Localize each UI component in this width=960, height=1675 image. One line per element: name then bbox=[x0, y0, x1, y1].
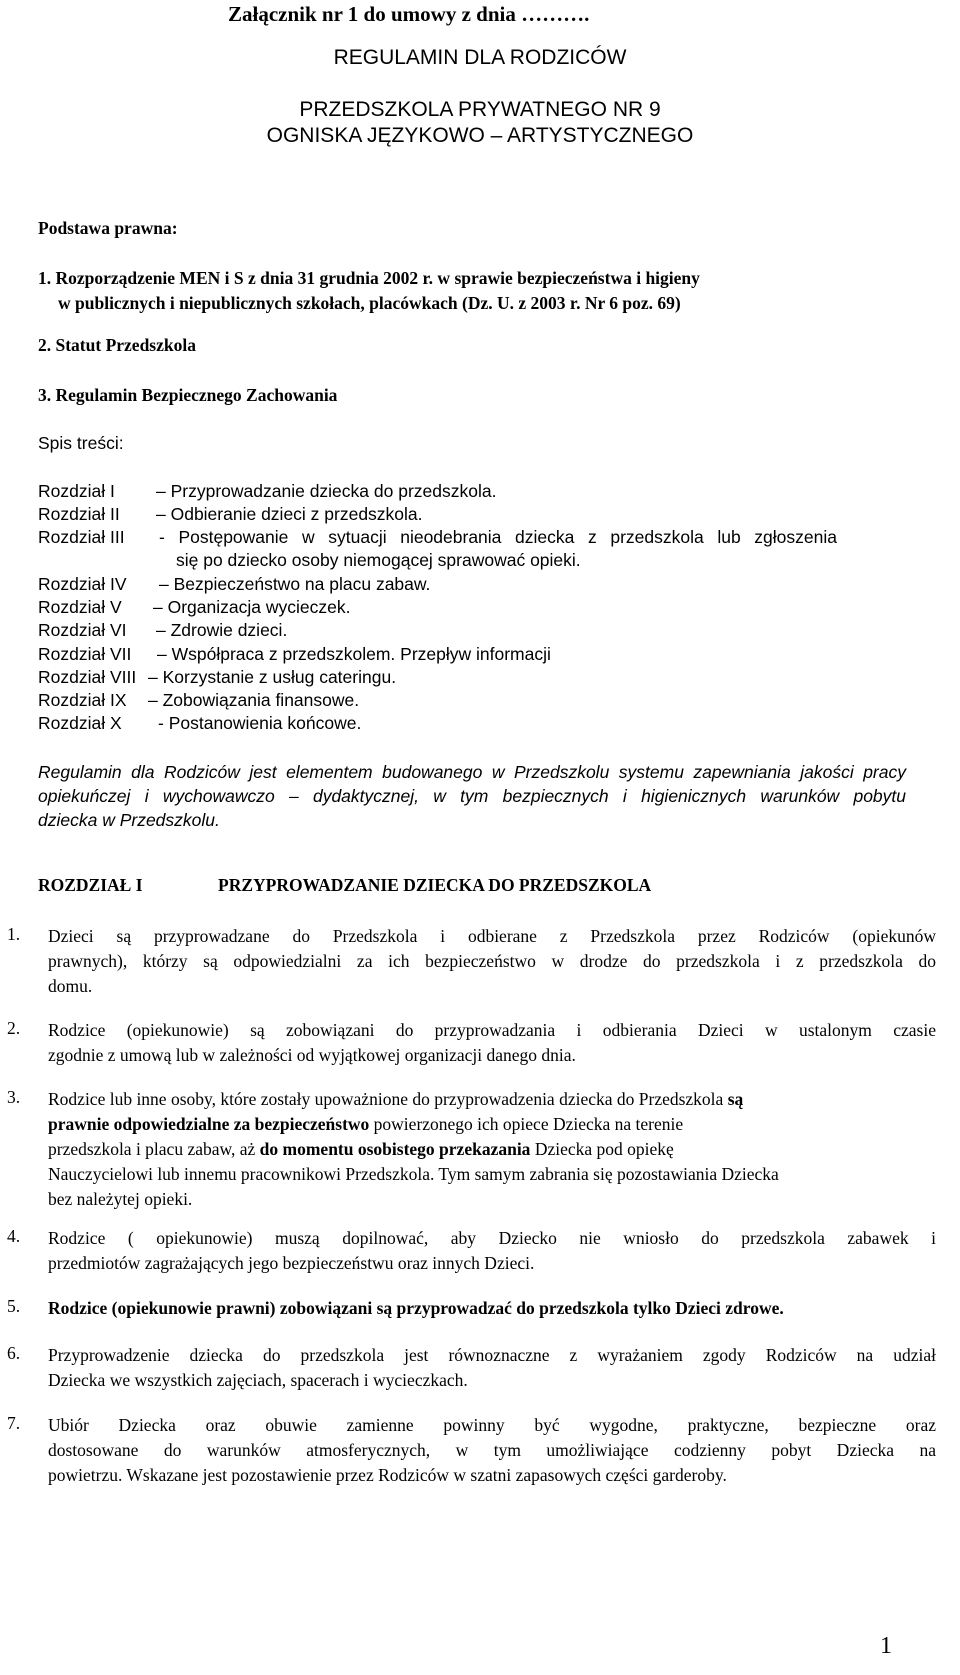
toc-label: Rozdział I bbox=[38, 481, 115, 501]
item-bold-text: są bbox=[727, 1089, 744, 1109]
toc-label: Rozdział VII bbox=[38, 644, 132, 664]
list-item bbox=[48, 1018, 936, 1068]
list-item bbox=[48, 1296, 936, 1321]
toc-text: – Odbieranie dzieci z przedszkola. bbox=[156, 504, 423, 524]
toc-label: Rozdział IX bbox=[38, 690, 127, 710]
toc-heading: Spis treści: bbox=[38, 433, 124, 453]
item-line: Rodzice (opiekunowie prawni) zobowiązani są przyprowadzać do przedszkola tylko Dzieci zdrowe. bbox=[48, 1298, 784, 1318]
item-text: przedszkola i placu zabaw, aż bbox=[48, 1139, 260, 1159]
list-item bbox=[48, 1226, 936, 1276]
toc-label: Rozdział VIII bbox=[38, 667, 137, 687]
legal-basis-heading: Podstawa prawna: bbox=[38, 218, 178, 238]
item-line bbox=[48, 1112, 936, 1137]
item-number: 5. bbox=[7, 1296, 21, 1316]
page-number: 1 bbox=[880, 1633, 892, 1659]
toc-label: Rozdział III bbox=[38, 527, 125, 547]
toc-text: – Bezpieczeństwo na placu zabaw. bbox=[159, 574, 431, 594]
item-number: 7. bbox=[7, 1413, 21, 1433]
item-line: bez należytej opieki. bbox=[48, 1189, 193, 1209]
item-bold-text: do momentu osobistego przekazania bbox=[259, 1139, 531, 1159]
intro-line-2: opiekuńczej i wychowawczo – dydaktycznej, w tym bezpiecznych i higienicznych warunków pobytu bbox=[38, 786, 906, 806]
school-name-line-1: PRZEDSZKOLA PRYWATNEGO NR 9 bbox=[299, 98, 661, 121]
list-item bbox=[48, 1413, 936, 1488]
toc-text: – Zdrowie dzieci. bbox=[156, 620, 288, 640]
item-line: Dziecka we wszystkich zajęciach, spacerach i wycieczkach. bbox=[48, 1370, 468, 1390]
item-line: prawnych), którzy są odpowiedzialni za ich bezpieczeństwo w drodze do przedszkola i z przedszkola do bbox=[48, 951, 936, 971]
item-line: przedmiotów zagrażających jego bezpieczeństwu oraz innych Dzieci. bbox=[48, 1253, 535, 1273]
intro-line-3: dziecka w Przedszkolu. bbox=[38, 810, 220, 830]
legal-basis-item-1-cont: w publicznych i niepublicznych szkołach, placówkach (Dz. U. z 2003 r. Nr 6 poz. 69) bbox=[58, 293, 681, 313]
item-number: 2. bbox=[7, 1018, 21, 1038]
toc-text: - Postępowanie w sytuacji nieodebrania dziecka z przedszkola lub zgłoszenia bbox=[159, 527, 837, 547]
chapter-label: ROZDZIAŁ I bbox=[38, 875, 143, 895]
legal-basis-item-1: 1. Rozporządzenie MEN i S z dnia 31 grudnia 2002 r. w sprawie bezpieczeństwa i higieny bbox=[38, 268, 700, 288]
toc-text-cont: się po dziecko osoby niemogącej sprawować opieki. bbox=[176, 550, 581, 570]
toc-label: Rozdział II bbox=[38, 504, 120, 524]
item-line: domu. bbox=[48, 976, 93, 996]
annex-line: Załącznik nr 1 do umowy z dnia ………. bbox=[228, 2, 590, 26]
toc-label: Rozdział V bbox=[38, 597, 122, 617]
item-line: dostosowane do warunków atmosferycznych, w tym umożliwiające codzienny pobyt Dziecka na bbox=[48, 1440, 936, 1460]
item-line: Rodzice (opiekunowie) są zobowiązani do przyprowadzania i odbierania Dzieci w ustalonym czasie bbox=[48, 1020, 936, 1040]
item-line: Przyprowadzenie dziecka do przedszkola jest równoznaczne z wyrażaniem zgody Rodziców na udział bbox=[48, 1345, 936, 1365]
school-name-line-2: OGNISKA JĘZYKOWO – ARTYSTYCZNEGO bbox=[266, 124, 694, 147]
item-line: Nauczycielowi lub innemu pracownikowi Przedszkola. Tym samym zabrania się pozostawiania Dziecka bbox=[48, 1164, 779, 1184]
item-line: Ubiór Dziecka oraz obuwie zamienne powinny być wygodne, praktyczne, bezpieczne oraz bbox=[48, 1415, 936, 1435]
item-line bbox=[48, 1087, 936, 1112]
intro-line-1: Regulamin dla Rodziców jest elementem budowanego w Przedszkolu systemu zapewniania jakości pracy bbox=[38, 762, 906, 782]
toc-text: – Współpraca z przedszkolem. Przepływ informacji bbox=[157, 644, 551, 664]
item-text: Rodzice lub inne osoby, które zostały upoważnione do przyprowadzenia dziecka do Przedszkola bbox=[48, 1089, 728, 1109]
item-line: Dzieci są przyprowadzane do Przedszkola i odbierane z Przedszkola przez Rodziców (opiekunów bbox=[48, 926, 936, 946]
item-text: powierzonego ich opiece Dziecka na terenie bbox=[369, 1114, 684, 1134]
toc-text: - Postanowienia końcowe. bbox=[158, 713, 362, 733]
toc-label: Rozdział VI bbox=[38, 620, 127, 640]
item-number: 4. bbox=[7, 1226, 21, 1246]
item-bold-text: prawnie odpowiedzialne za bezpieczeństwo bbox=[48, 1114, 370, 1134]
item-text: Dziecka pod opiekę bbox=[530, 1139, 674, 1159]
item-line bbox=[48, 1137, 936, 1162]
toc-text: – Korzystanie z usług cateringu. bbox=[148, 667, 397, 687]
item-line: Rodzice ( opiekunowie) muszą dopilnować, aby Dziecko nie wniosło do przedszkola zabawek i bbox=[48, 1228, 936, 1248]
legal-basis-item-3: 3. Regulamin Bezpiecznego Zachowania bbox=[38, 385, 338, 405]
toc-label: Rozdział X bbox=[38, 713, 122, 733]
document-title: REGULAMIN DLA RODZICÓW bbox=[333, 46, 627, 69]
item-number: 1. bbox=[7, 924, 21, 944]
toc-text: – Przyprowadzanie dziecka do przedszkola. bbox=[156, 481, 497, 501]
item-number: 3. bbox=[7, 1087, 21, 1107]
list-item bbox=[48, 1087, 936, 1212]
item-line: powietrzu. Wskazane jest pozostawienie przez Rodziców w szatni zapasowych części garderoby. bbox=[48, 1465, 727, 1485]
list-item bbox=[48, 924, 936, 999]
toc-text: – Zobowiązania finansowe. bbox=[148, 690, 360, 710]
item-line: zgodnie z umową lub w zależności od wyjątkowej organizacji danego dnia. bbox=[48, 1045, 576, 1065]
list-item bbox=[48, 1343, 936, 1393]
legal-basis-item-2: 2. Statut Przedszkola bbox=[38, 335, 196, 355]
item-number: 6. bbox=[7, 1343, 21, 1363]
chapter-title: PRZYPROWADZANIE DZIECKA DO PRZEDSZKOLA bbox=[218, 875, 652, 895]
toc-label: Rozdział IV bbox=[38, 574, 127, 594]
toc-text: – Organizacja wycieczek. bbox=[153, 597, 351, 617]
